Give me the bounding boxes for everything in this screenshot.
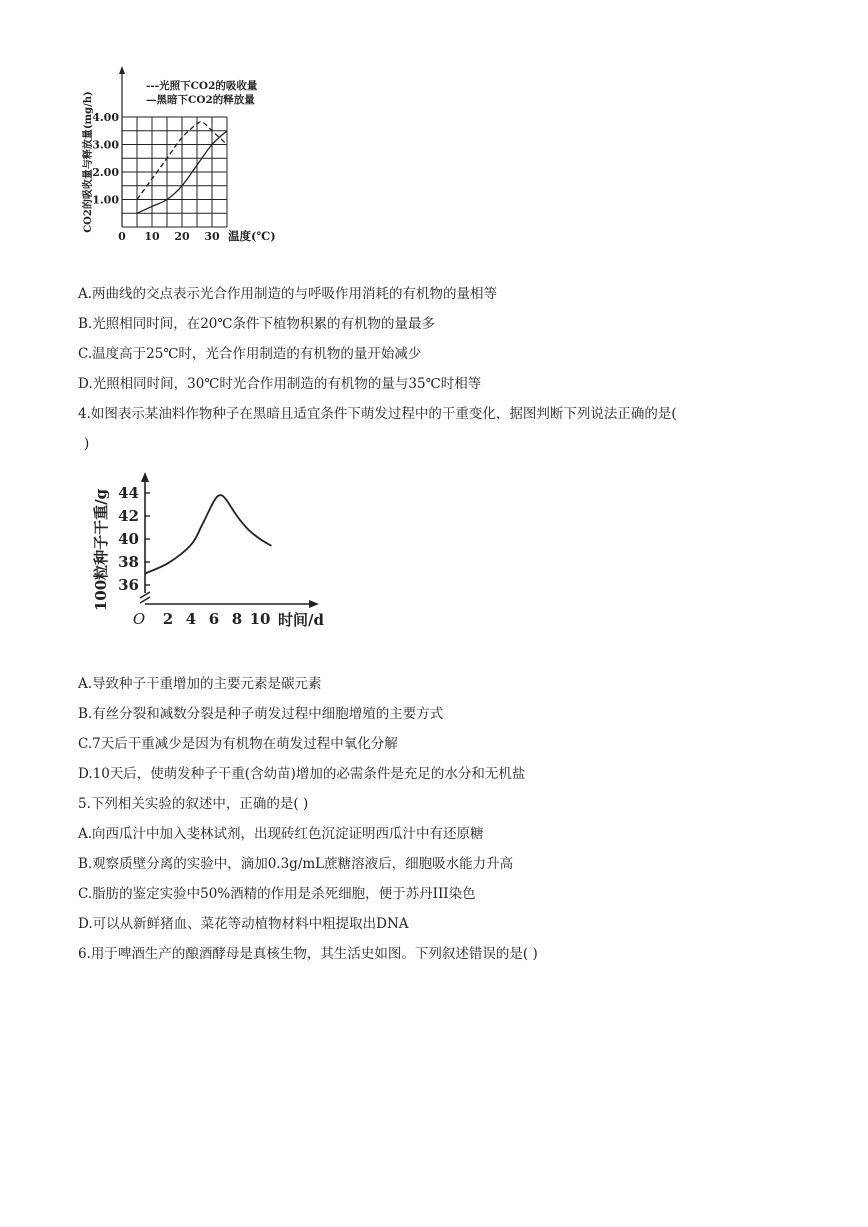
legend-dashed: ---光照下CO2的吸收量 <box>146 80 258 92</box>
x-tick-label: 4 <box>185 610 197 628</box>
legend-solid: —黑暗下CO2的释放量 <box>146 94 255 106</box>
x-tick-label: 20 <box>174 230 190 243</box>
y-tick-label: 44 <box>118 484 139 502</box>
question-6-stem: 6.用于啤酒生产的酿酒酵母是真核生物，其生活史如图。下列叙述错误的是( ) <box>78 946 538 962</box>
axis-break-marks <box>140 592 150 603</box>
y-tick-label: 38 <box>118 553 139 571</box>
y-axis-label: CO2的吸收量与释放量(mg/h) <box>83 91 94 233</box>
x-tick-label: 30 <box>204 230 220 243</box>
option-a-q4: A.导致种子干重增加的主要元素是碳元素 <box>78 676 322 692</box>
dry-weight-curve <box>145 495 272 573</box>
question-4-stem: 4.如图表示某油料作物种子在黑暗且适宜条件下萌发过程中的干重变化，据图判断下列说法正确的是( <box>78 406 677 422</box>
y-tick-label: 42 <box>118 507 139 525</box>
x-axis-label: 温度(℃) <box>228 229 276 243</box>
question-5-stem: 5.下列相关实验的叙述中，正确的是( ) <box>78 796 309 812</box>
option-d-q5: D.可以从新鲜猪血、菜花等动植物材料中粗提取出DNA <box>78 916 409 932</box>
x-axis-label: 时间/d <box>278 611 324 629</box>
co2-temperature-chart <box>78 62 298 252</box>
x-tick-label: 8 <box>231 610 243 628</box>
seed-dry-weight-chart <box>90 470 340 635</box>
x-tick-label: O <box>132 610 146 628</box>
y-axis-label: 100粒种子干重/g <box>92 488 110 612</box>
y-tick-label: 1.00 <box>92 193 119 207</box>
y-axis-arrow <box>119 66 125 74</box>
option-d-q4: D.10天后，使萌发种子干重(含幼苗)增加的必需条件是充足的水分和无机盐 <box>78 766 526 782</box>
option-d-q3: D.光照相同时间，30℃时光合作用制造的有机物的量与35℃时相等 <box>78 376 482 392</box>
question-4-paren: ) <box>84 436 90 452</box>
option-a-q5: A.向西瓜汁中加入斐林试剂，出现砖红色沉淀证明西瓜汁中有还原糖 <box>78 826 484 842</box>
option-c-q3: C.温度高于25℃时，光合作用制造的有机物的量开始减少 <box>78 346 422 362</box>
grid <box>122 117 227 227</box>
y-tick-label: 36 <box>118 576 139 594</box>
x-axis-arrow <box>309 600 319 608</box>
option-b-q5: B.观察质壁分离的实验中，滴加0.3g/mL蔗糖溶液后，细胞吸水能力升高 <box>78 856 514 872</box>
y-tick-label: 40 <box>118 530 139 548</box>
option-a-q3: A.两曲线的交点表示光合作用制造的与呼吸作用消耗的有机物的量相等 <box>78 286 498 302</box>
option-c-q4: C.7天后干重减少是因为有机物在萌发过程中氧化分解 <box>78 736 398 752</box>
x-tick-label: 6 <box>208 610 220 628</box>
legend <box>146 79 258 106</box>
y-axis-arrow <box>141 472 149 482</box>
x-tick-label: 2 <box>162 610 174 628</box>
option-b-q4: B.有丝分裂和减数分裂是种子萌发过程中细胞增殖的主要方式 <box>78 706 444 722</box>
x-tick-label: 10 <box>144 230 160 243</box>
option-b-q3: B.光照相同时间，在20℃条件下植物积累的有机物的量最多 <box>78 316 435 332</box>
x-tick-label: 10 <box>249 610 271 628</box>
x-tick-label: 0 <box>118 230 126 243</box>
y-tick-label: 3.00 <box>92 138 119 152</box>
y-tick-label: 4.00 <box>92 111 119 124</box>
option-c-q5: C.脂肪的鉴定实验中50%酒精的作用是杀死细胞，便于苏丹III染色 <box>78 886 476 902</box>
y-tick-label: 2.00 <box>92 166 119 179</box>
